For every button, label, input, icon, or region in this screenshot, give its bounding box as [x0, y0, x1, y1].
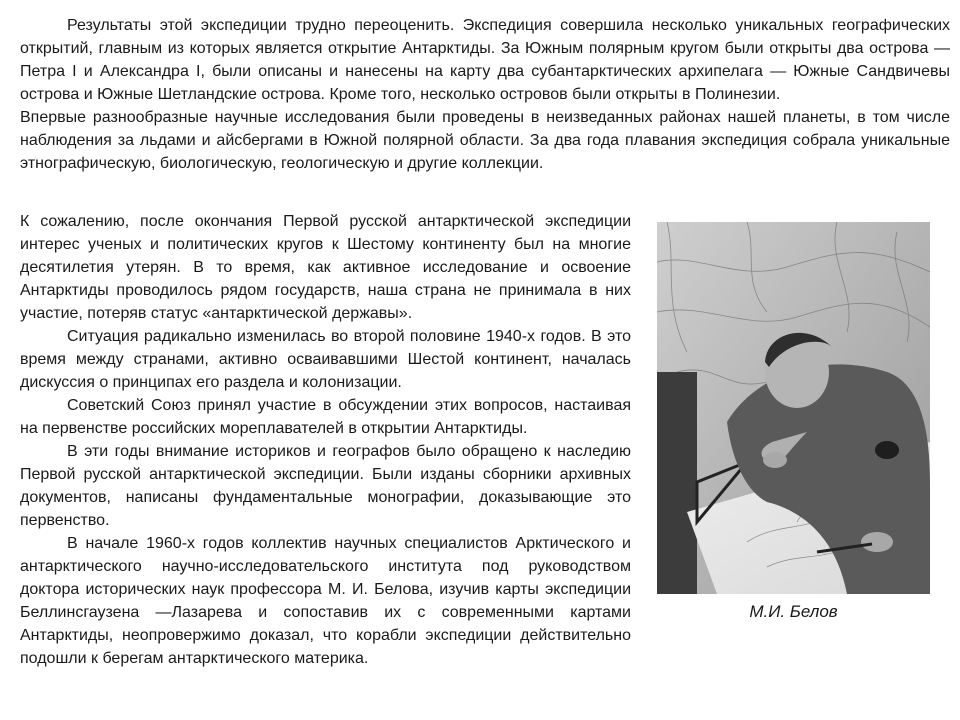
intro-paragraph-2: Впервые разнообразные научные исследования были проведены в неизведанных районах нашей планеты, в том числе наблюдения за льдами и айсбергами в Южной полярной области. За два года плавания экспедиция собрала уникальные этнографическую, биологическую, геологическую и другие коллекции. — [20, 109, 950, 172]
body-paragraph-3: Советский Союз принял участие в обсуждении этих вопросов, настаивая на первенстве российских мореплавателей в открытии Антарктиды. — [20, 397, 631, 437]
body-paragraph-5: В начале 1960-х годов коллектив научных специалистов Арктического и антарктического научно-исследовательского института под руководством доктора исторических наук профессора М. И. Белова, изучив карты экспедиции Беллинсгаузена —Лазарева и сопоставив их с современными картами Антарктиды, неопровержимо доказал, что корабли экспедиции действительно подошли к берегам антарктического материка. — [20, 535, 631, 667]
intro-paragraph-1: Результаты этой экспедиции трудно переоценить. Экспедиция совершила несколько уникальных географических открытий, главным из которых является открытие Антарктиды. За Южным полярным кругом были открыты два острова — Петра I и Александра I, были описаны и нанесены на карту два субантарктических архипелага — Южные Сандвичевы острова и Южные Шетландские острова. Кроме того, несколько островов были открыты в Полинезии. — [20, 17, 950, 103]
intro-text — [20, 14, 950, 175]
photo-caption: М.И. Белов — [749, 602, 838, 621]
photo-illustration — [657, 222, 930, 594]
body-paragraph-4: В эти годы внимание историков и географов было обращено к наследию Первой русской антарктической экспедиции. Были изданы сборники архивных документов, написаны фундаментальные монографии, доказывающие это первенство. — [20, 443, 631, 529]
body-text — [20, 210, 631, 670]
portrait-photo — [657, 222, 930, 594]
body-paragraph-1: К сожалению, после окончания Первой русской антарктической экспедиции интерес ученых и политических кругов к Шестому континенту был на многие десятилетия утерян. В то время, как активное исследование и освоение Антарктиды проводилось рядом государств, наша страна не принимала в них участие, потеряв статус «антарктической державы». — [20, 213, 631, 322]
body-paragraph-2: Ситуация радикально изменилась во второй половине 1940-х годов. В это время между странами, активно осваивавшими Шестой континент, началась дискуссия о принципах его раздела и колонизации. — [20, 328, 631, 391]
